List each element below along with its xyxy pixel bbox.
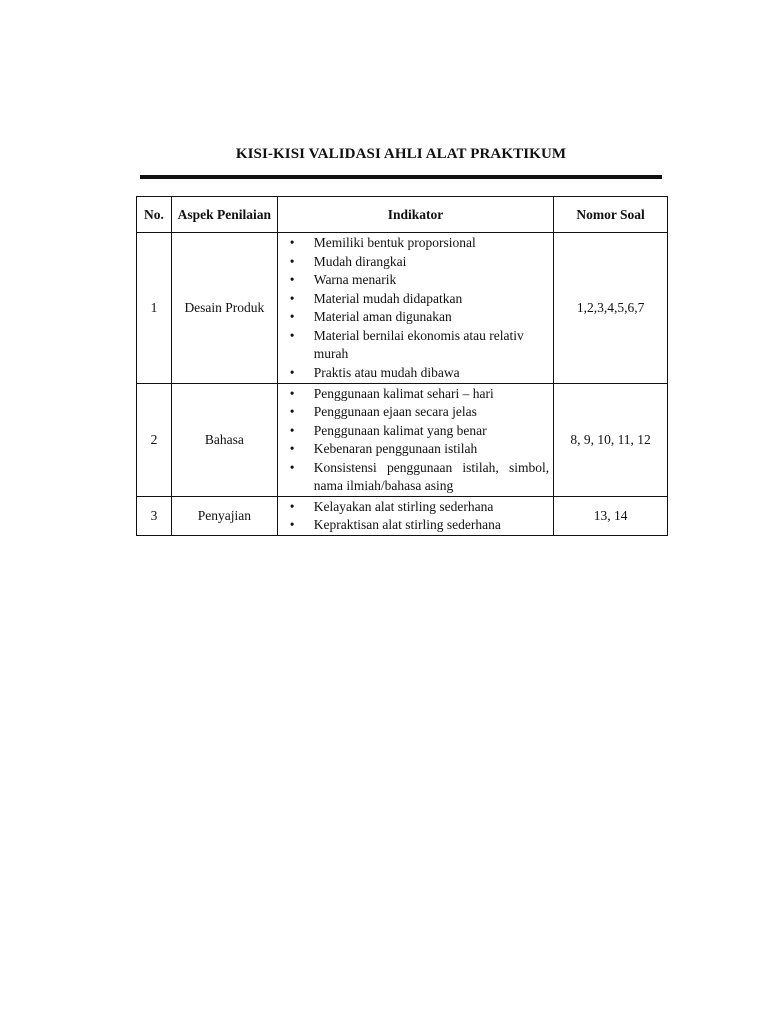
header-nomor-soal: Nomor Soal bbox=[554, 197, 668, 233]
bullet-icon: • bbox=[289, 517, 295, 532]
title-underline bbox=[140, 175, 662, 179]
list-item: • Penggunaan kalimat sehari – hari bbox=[282, 385, 549, 404]
row-number: 1 bbox=[137, 233, 172, 384]
row-aspek: Penyajian bbox=[171, 497, 277, 536]
bullet-icon: • bbox=[289, 235, 295, 250]
row-number: 3 bbox=[137, 497, 172, 536]
list-item: • Kepraktisan alat stirling sederhana bbox=[282, 516, 549, 535]
list-item: • Material mudah didapatkan bbox=[282, 290, 549, 309]
bullet-icon: • bbox=[289, 404, 295, 419]
document-title: KISI-KISI VALIDASI AHLI ALAT PRAKTIKUM bbox=[235, 146, 567, 162]
table-row bbox=[137, 384, 668, 497]
list-item: • Konsistensi penggunaan istilah, simbol, nama ilmiah/bahasa asing bbox=[289, 459, 550, 493]
table-row bbox=[137, 233, 668, 384]
row-indikator-cell bbox=[277, 384, 553, 497]
list-item: • Praktis atau mudah dibawa bbox=[282, 364, 549, 383]
row-indikator-cell bbox=[277, 497, 553, 536]
row-aspek: Bahasa bbox=[171, 384, 277, 497]
bullet-icon: • bbox=[289, 498, 295, 514]
list-item: • Material aman digunakan bbox=[282, 308, 549, 327]
indikator-list bbox=[282, 234, 549, 382]
bullet-icon: • bbox=[289, 364, 295, 380]
list-item: • Kelayakan alat stirling sederhana bbox=[282, 498, 549, 517]
bullet-icon: • bbox=[289, 385, 295, 401]
row-aspek: Desain Produk bbox=[171, 233, 277, 384]
row-nomor-soal: 8, 9, 10, 11, 12 bbox=[554, 384, 668, 497]
row-nomor-soal: 1,2,3,4,5,6,7 bbox=[554, 233, 668, 384]
header-aspek-penilaian: Aspek Penilaian bbox=[171, 197, 277, 233]
list-item: • Warna menarik bbox=[282, 271, 549, 290]
bullet-icon: • bbox=[289, 422, 295, 438]
table-header-row bbox=[137, 197, 668, 233]
bullet-icon: • bbox=[289, 327, 295, 343]
bullet-icon: • bbox=[289, 441, 295, 456]
bullet-icon: • bbox=[289, 253, 295, 269]
list-item: • Penggunaan ejaan secara jelas bbox=[282, 403, 549, 422]
header-no: No. bbox=[137, 197, 172, 233]
list-item: • Kebenaran penggunaan istilah bbox=[282, 440, 549, 459]
table-row bbox=[137, 497, 668, 536]
header-indikator: Indikator bbox=[277, 197, 553, 233]
bullet-icon: • bbox=[289, 459, 295, 475]
bullet-icon: • bbox=[289, 309, 295, 324]
list-item: • Material bernilai ekonomis atau relativ murah bbox=[289, 327, 524, 361]
indikator-list bbox=[282, 385, 549, 496]
row-nomor-soal: 13, 14 bbox=[554, 497, 668, 536]
row-number: 2 bbox=[137, 384, 172, 497]
row-indikator-cell bbox=[277, 233, 553, 384]
kisi-kisi-table bbox=[136, 196, 668, 536]
list-item: • Mudah dirangkai bbox=[282, 253, 549, 272]
indikator-list bbox=[282, 498, 549, 535]
bullet-icon: • bbox=[289, 272, 295, 287]
list-item: • Memiliki bentuk proporsional bbox=[282, 234, 549, 253]
list-item: • Penggunaan kalimat yang benar bbox=[282, 422, 549, 441]
bullet-icon: • bbox=[289, 290, 295, 306]
